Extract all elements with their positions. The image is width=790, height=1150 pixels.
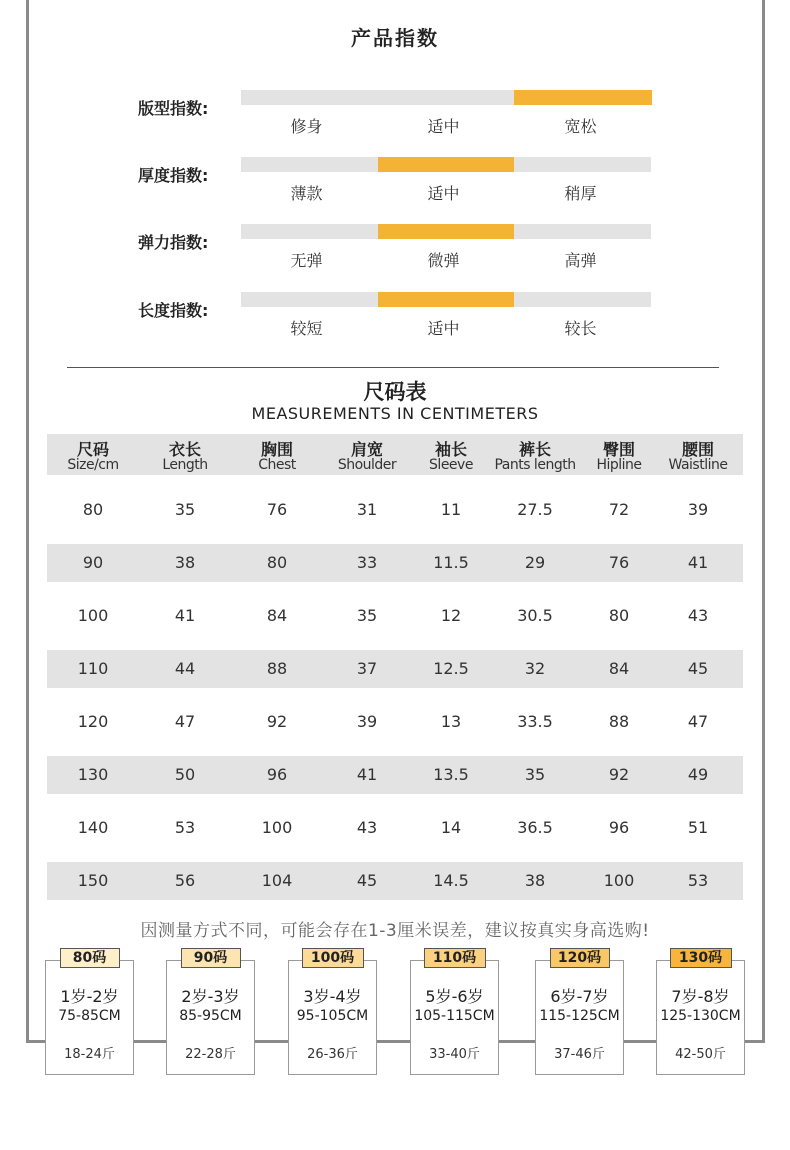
header-label-en: Waistline — [668, 457, 728, 473]
size-guide-card — [288, 960, 377, 1075]
header-label-en: Length — [162, 457, 208, 473]
table-cell: 53 — [687, 871, 709, 890]
card-age-range: 2岁-3岁 — [181, 987, 240, 1006]
table-cell: 80 — [266, 553, 288, 572]
size-tag-badge: 110码 — [424, 948, 486, 968]
table-cell: 11.5 — [433, 553, 469, 572]
table-cell: 51 — [687, 818, 709, 837]
header-label-en: Shoulder — [337, 457, 397, 473]
table-cell: 100 — [77, 606, 109, 625]
header-label-cn: 裤长 — [518, 440, 551, 459]
table-cell: 47 — [174, 712, 196, 731]
size-guide-card — [166, 960, 255, 1075]
fit-index-highlight — [378, 292, 515, 307]
fit-index-label: 厚度指数: — [138, 166, 209, 185]
table-cell: 120 — [77, 712, 109, 731]
table-row — [47, 544, 743, 582]
table-cell: 88 — [608, 712, 630, 731]
fit-index-option: 稍厚 — [564, 184, 597, 203]
table-cell: 29 — [524, 553, 546, 572]
measurement-note: 因测量方式不同，可能会存在1-3厘米误差，建议按真实身高选购! — [140, 921, 650, 941]
fit-index-option: 高弹 — [564, 251, 597, 270]
header-label-cn: 臀围 — [602, 440, 635, 459]
table-row — [47, 862, 743, 900]
card-height-range: 115-125CM — [539, 1008, 620, 1024]
size-table-header — [47, 434, 743, 475]
size-guide-card — [535, 960, 624, 1075]
table-cell: 100 — [603, 871, 635, 890]
card-height-range: 105-115CM — [414, 1008, 495, 1024]
table-row — [47, 650, 743, 688]
table-cell: 11 — [440, 500, 462, 519]
table-cell: 90 — [82, 553, 104, 572]
size-tag-badge: 100码 — [302, 948, 364, 968]
fit-index-label: 长度指数: — [138, 301, 209, 320]
size-tag-badge: 130码 — [670, 948, 732, 968]
fit-index-row — [0, 90, 790, 140]
table-cell: 13.5 — [433, 765, 469, 784]
table-header-cell — [648, 434, 748, 475]
table-cell: 50 — [174, 765, 196, 784]
fit-index-option: 较短 — [290, 319, 323, 338]
table-cell: 41 — [687, 553, 709, 572]
table-cell: 31 — [356, 500, 378, 519]
table-cell: 84 — [608, 659, 630, 678]
table-cell: 33 — [356, 553, 378, 572]
table-cell: 13 — [440, 712, 462, 731]
size-tag-badge: 80码 — [60, 948, 120, 968]
header-label-cn: 胸围 — [260, 440, 293, 459]
table-cell: 88 — [266, 659, 288, 678]
size-tag-badge: 120码 — [550, 948, 610, 968]
table-cell: 80 — [82, 500, 104, 519]
fit-index-track — [241, 224, 651, 239]
card-age-range: 1岁-2岁 — [60, 987, 119, 1006]
size-guide-card — [656, 960, 745, 1075]
header-label-en: Chest — [258, 457, 296, 473]
card-height-range: 75-85CM — [58, 1008, 121, 1024]
table-cell: 92 — [608, 765, 630, 784]
table-cell: 38 — [524, 871, 546, 890]
fit-index-option: 修身 — [290, 117, 323, 136]
card-height-range: 125-130CM — [660, 1008, 741, 1024]
header-label-cn: 肩宽 — [350, 440, 383, 459]
table-cell: 14 — [440, 818, 462, 837]
fit-index-title: 产品指数 — [351, 26, 439, 50]
fit-index-track — [241, 292, 651, 307]
table-cell: 39 — [356, 712, 378, 731]
table-cell: 14.5 — [433, 871, 469, 890]
table-cell: 104 — [261, 871, 293, 890]
table-cell: 80 — [608, 606, 630, 625]
fit-index-row — [0, 292, 790, 342]
table-cell: 96 — [608, 818, 630, 837]
card-weight-range: 22-28斤 — [185, 1047, 236, 1062]
header-label-cn: 腰围 — [681, 440, 714, 459]
fit-index-option: 适中 — [427, 184, 460, 203]
size-tag-badge: 90码 — [181, 948, 241, 968]
table-cell: 100 — [261, 818, 293, 837]
table-cell: 41 — [174, 606, 196, 625]
fit-index-label: 弹力指数: — [138, 233, 209, 252]
card-weight-range: 42-50斤 — [675, 1047, 726, 1062]
card-height-range: 85-95CM — [179, 1008, 242, 1024]
card-age-range: 6岁-7岁 — [550, 987, 609, 1006]
card-weight-range: 26-36斤 — [307, 1047, 358, 1062]
table-cell: 35 — [174, 500, 196, 519]
card-weight-range: 33-40斤 — [429, 1047, 480, 1062]
fit-index-option: 适中 — [427, 117, 460, 136]
frame-bottom-border — [26, 1040, 765, 1043]
fit-index-highlight — [514, 90, 652, 105]
table-cell: 76 — [266, 500, 288, 519]
table-cell: 44 — [174, 659, 196, 678]
section-divider — [67, 367, 719, 368]
table-cell: 36.5 — [517, 818, 553, 837]
fit-index-option: 无弹 — [290, 251, 323, 270]
table-cell: 30.5 — [517, 606, 553, 625]
fit-index-highlight — [378, 224, 515, 239]
table-cell: 47 — [687, 712, 709, 731]
table-row — [47, 809, 743, 847]
card-age-range: 7岁-8岁 — [671, 987, 730, 1006]
table-cell: 27.5 — [517, 500, 553, 519]
table-row — [47, 597, 743, 635]
table-header-cell — [227, 434, 327, 475]
fit-index-option: 微弹 — [427, 251, 460, 270]
fit-index-row — [0, 224, 790, 274]
table-cell: 33.5 — [517, 712, 553, 731]
fit-index-option: 适中 — [427, 319, 460, 338]
table-cell: 150 — [77, 871, 109, 890]
table-header-cell — [43, 434, 143, 475]
header-label-cn: 袖长 — [434, 440, 467, 459]
table-cell: 53 — [174, 818, 196, 837]
fit-index-track — [241, 90, 651, 105]
table-row — [47, 491, 743, 529]
table-cell: 92 — [266, 712, 288, 731]
table-cell: 38 — [174, 553, 196, 572]
table-cell: 84 — [266, 606, 288, 625]
table-cell: 35 — [356, 606, 378, 625]
table-cell: 35 — [524, 765, 546, 784]
table-cell: 76 — [608, 553, 630, 572]
table-cell: 110 — [77, 659, 109, 678]
fit-index-option: 宽松 — [564, 117, 597, 136]
card-height-range: 95-105CM — [296, 1008, 369, 1024]
table-cell: 140 — [77, 818, 109, 837]
table-cell: 39 — [687, 500, 709, 519]
table-cell: 49 — [687, 765, 709, 784]
table-row — [47, 703, 743, 741]
table-cell: 45 — [356, 871, 378, 890]
card-age-range: 5岁-6岁 — [425, 987, 484, 1006]
table-cell: 43 — [356, 818, 378, 837]
fit-index-highlight — [378, 157, 515, 172]
header-label-en: Sleeve — [429, 457, 473, 473]
fit-index-track — [241, 157, 651, 172]
size-chart-subtitle: MEASUREMENTS IN CENTIMETERS — [251, 404, 539, 423]
card-weight-range: 18-24斤 — [64, 1047, 115, 1062]
size-chart-title: 尺码表 — [363, 380, 427, 404]
table-header-cell — [135, 434, 235, 475]
table-cell: 41 — [356, 765, 378, 784]
card-age-range: 3岁-4岁 — [303, 987, 362, 1006]
table-row — [47, 756, 743, 794]
fit-index-option: 较长 — [564, 319, 597, 338]
table-cell: 43 — [687, 606, 709, 625]
header-label-en: Size/cm — [67, 457, 119, 473]
header-label-en: Hipline — [596, 457, 642, 473]
size-guide-card — [45, 960, 134, 1075]
table-cell: 130 — [77, 765, 109, 784]
table-cell: 56 — [174, 871, 196, 890]
card-weight-range: 37-46斤 — [554, 1047, 605, 1062]
table-cell: 72 — [608, 500, 630, 519]
header-label-cn: 尺码 — [76, 440, 109, 459]
table-cell: 45 — [687, 659, 709, 678]
fit-index-row — [0, 157, 790, 207]
fit-index-option: 薄款 — [290, 184, 323, 203]
header-label-en: Pants length — [494, 457, 576, 473]
size-guide-card — [410, 960, 499, 1075]
fit-index-label: 版型指数: — [138, 99, 209, 118]
table-cell: 12.5 — [433, 659, 469, 678]
table-cell: 37 — [356, 659, 378, 678]
table-cell: 96 — [266, 765, 288, 784]
table-cell: 12 — [440, 606, 462, 625]
table-cell: 32 — [524, 659, 546, 678]
header-label-cn: 衣长 — [168, 440, 201, 459]
